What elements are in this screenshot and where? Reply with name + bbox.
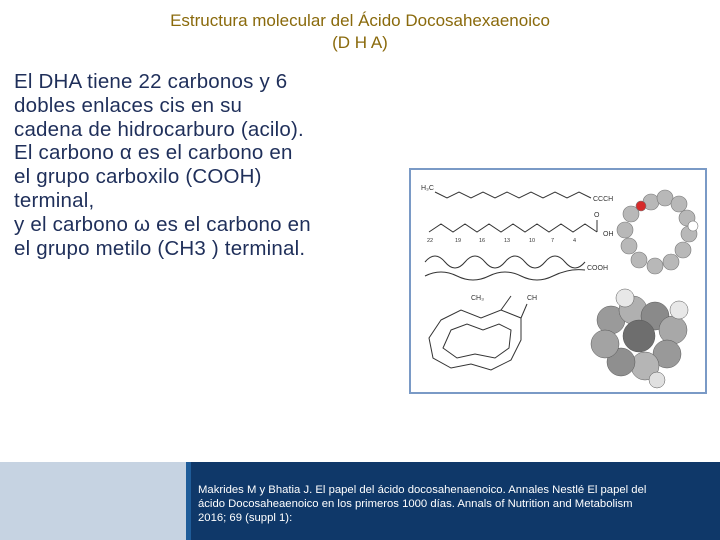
num: 10 xyxy=(529,238,536,244)
chain-top xyxy=(435,192,591,198)
body-line: y el carbono ω es el carbono en xyxy=(14,212,311,236)
num: 4 xyxy=(573,238,577,244)
label-h3c: H₃C xyxy=(421,185,434,192)
label-o: O xyxy=(594,212,600,219)
citation-line: ácido Docosaheaenoico en los primeros 1000 días. Annals of Nutrition and Metabolism xyxy=(198,498,633,510)
space-filling-blob xyxy=(591,289,688,388)
slide-title xyxy=(60,10,660,54)
chain-wavy xyxy=(425,256,585,268)
molecule-figure xyxy=(409,168,707,394)
chain-numbered xyxy=(429,224,597,232)
body-line: el grupo metilo (CH3 ) terminal. xyxy=(14,236,306,260)
citation-line: 2016; 69 (suppl 1): xyxy=(198,512,293,524)
footer-accent xyxy=(0,462,186,540)
body-text xyxy=(14,70,404,260)
citation-text xyxy=(198,483,713,525)
label-ch: CH xyxy=(527,295,538,302)
body-line: El carbono α es el carbono en xyxy=(14,141,293,165)
num: 16 xyxy=(479,238,486,244)
body-line: dobles enlaces cis en su xyxy=(14,93,243,117)
body-line: El DHA tiene 22 carbonos y 6 xyxy=(14,70,288,93)
ring-structure xyxy=(429,296,527,370)
body-line: cadena de hidrocarburo (acilo). xyxy=(14,117,304,141)
num: 13 xyxy=(504,238,511,244)
label-oh: OH xyxy=(603,231,614,238)
title-line-1: Estructura molecular del Ácido Docosahexaenoico xyxy=(170,11,550,30)
body-line: terminal, xyxy=(14,188,95,212)
title-line-2: (D H A) xyxy=(332,33,388,52)
label-ch3: CH₃ xyxy=(471,295,484,302)
molecule-diagram xyxy=(411,170,705,392)
label-ccch: CCCH xyxy=(593,196,614,203)
body-line: el grupo carboxilo (COOH) xyxy=(14,165,262,189)
num: 7 xyxy=(551,238,555,244)
label-cooh: COOH xyxy=(587,265,608,272)
num: 22 xyxy=(427,238,434,244)
num: 19 xyxy=(455,238,462,244)
chain-wavy-2 xyxy=(425,270,585,280)
space-filling-ring xyxy=(617,190,698,274)
citation-line: Makrides M y Bhatia J. El papel del ácido docosahenaenoico. Annales Nestlé El papel del xyxy=(198,484,647,496)
